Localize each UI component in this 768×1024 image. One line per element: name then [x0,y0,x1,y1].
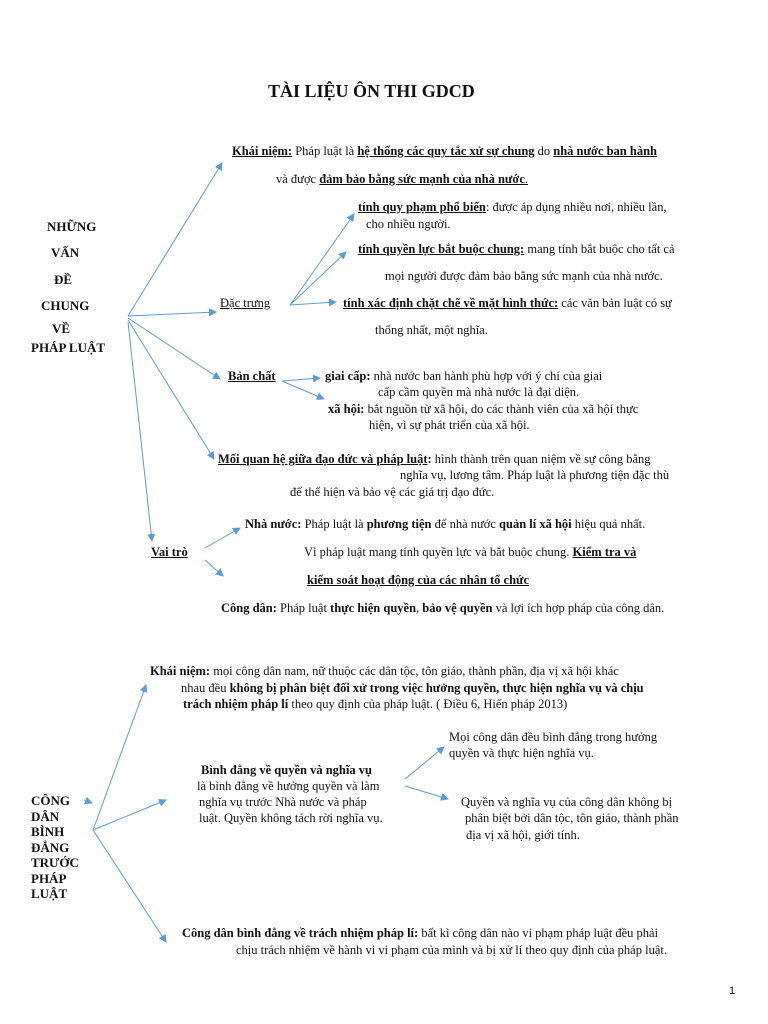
khai-niem-emphasis: đảm bảo bằng sức mạnh của nhà nước [319,172,525,186]
khai-niem-text: . [524,172,529,186]
dac-trung-item-heading: tính quyền lực bắt buộc chung: [358,242,525,256]
binh-dang-line3: luật. Quyền không tách rời nghĩa vụ. [199,811,383,825]
dac-trung-item3 [343,296,672,311]
s2-khai-niem-emphasis: không bị phân biệt đối xử trong việc hưởng quyền, thực hiện nghĩa vụ và chịu [229,681,644,695]
page-title: TÀI LIỆU ÔN THI GDCD [268,81,475,101]
section2-label-line: BÌNH [31,824,65,839]
dac-trung-item-heading: tính quy phạm phổ biến [358,200,486,214]
ban-chat-giai-cap-cont: cấp cầm quyền mà nhà nước là đại diện. [378,385,580,399]
section1-label-line: NHỮNG [47,219,97,234]
s2-khai-niem-text: nhau đều [181,681,230,695]
ban-chat-giai-cap [325,369,602,384]
s2-khai-niem-heading: Khái niệm: [150,664,211,678]
binh-dang-right1-line1: Mọi công dân đều bình đẳng trong hưởng [449,730,658,744]
khai-niem-text: do [534,144,554,158]
arrow-to-quyen-nghia-vu [405,786,448,799]
section1-label [30,214,105,357]
section1-label-line: ĐỀ [54,271,73,287]
dac-trung-item-heading: tính xác định chặt chẽ về mặt hình thức: [343,296,559,310]
binh-dang-heading: Bình đẳng về quyền và nghĩa vụ [201,763,372,777]
vai-tro-text: và lợi ích hợp pháp của công dân. [492,601,665,615]
binh-dang-right2-line3: địa vị xã hội, giới tính. [466,828,580,842]
dac-trung-item-text: : được áp dụng nhiều nơi, nhiều lần, [485,200,667,214]
arrow-to-giai-cap [282,378,320,381]
khai-niem-heading: Khái niệm: [232,144,293,158]
vai-tro-emphasis: thực hiện quyền [330,601,417,615]
s2-khai-niem-line2 [181,681,644,696]
binh-dang-right2-line1: Quyền và nghĩa vụ của công dân không bị [461,795,673,809]
dac-trung-item1 [358,200,667,215]
khai-niem-text: Pháp luật là [292,144,358,158]
vai-tro-emphasis: quản lí xã hội [499,517,572,531]
khai-niem-line2 [276,172,528,187]
ban-chat-item-text: bắt nguồn từ xã hội, do các thành viên của xã hội thực [364,402,639,416]
vai-tro-text: , [416,601,423,615]
moi-quan-he-line2: nghĩa vụ, lương tâm. Pháp luật là phương tiện đặc thù [400,468,670,482]
moi-quan-he-line1 [218,452,651,467]
arrow-to-moi-cong-dan [405,747,444,779]
dac-trung-item2 [358,242,675,257]
section1-label-line: CHUNG [41,297,90,313]
page-number: 1 [729,985,736,997]
arrow-to-cong-dan [205,560,223,576]
section1-label-line: VẤN [51,245,80,261]
ban-chat-heading: Bản chất [228,369,276,383]
s2-khai-niem-text: mọi công dân nam, nữ thuộc các dân tộc, tôn giáo, thành phần, địa vị xã hội khác [210,664,619,678]
ban-chat-item-heading: giai cấp: [325,369,371,383]
arrow-to-trach-nhiem [93,830,166,942]
khai-niem-text: và được [276,172,320,186]
khai-niem-emphasis: nhà nước ban hành [553,144,657,158]
moi-quan-he-heading: Mối quan hệ giữa đạo đức và pháp luật [218,452,428,466]
ban-chat-item-text: nhà nước ban hành phù hợp với ý chí của giai [370,369,603,383]
trach-nhiem-line1 [182,926,658,941]
s2-khai-niem-line1 [150,664,619,679]
arrow-to-tinh-xac-dinh [290,302,336,305]
vai-tro-text: Vì pháp luật mang tính quyền lực và bắt buộc chung. [304,545,573,559]
arrow-to-ban-chat [128,318,220,379]
arrow-to-xa-hoi [282,381,324,399]
arrow-to-khai-niem-2 [93,685,146,830]
section2-label-line: DÂN [31,808,60,824]
section1-label-line: PHÁP LUẬT [31,340,106,356]
moi-quan-he-line3: để thể hiện và bảo vệ các giá trị đạo đức. [290,485,495,499]
arrow-to-vai-tro [128,322,152,541]
section2-label [31,793,79,902]
arrow-to-khai-niem [128,163,222,316]
s2-khai-niem-line3 [183,697,567,712]
dac-trung-item-text: các văn bản luật có sự [558,296,672,310]
vai-tro-text: để nhà nước [431,517,500,531]
section2-label-line: PHÁP [31,870,67,886]
khai-niem-line1 [232,144,657,159]
section2-label-line: LUẬT [31,886,68,901]
binh-dang-right2-line2: phân biệt bởi dân tộc, tôn giáo, thành phần [465,811,679,825]
vai-tro-nha-nuoc [245,517,645,532]
section2-label-line: CÔNG [31,793,70,808]
trach-nhiem-text: bất kì công dân nào vi phạm pháp luật đều phải [418,926,659,940]
khai-niem-emphasis: hệ thống các quy tắc xử sự chung [357,144,535,158]
ban-chat-xa-hoi-cont: hiện, vì sự phát triển của xã hội. [369,418,530,432]
moi-quan-he-colon: : [427,452,432,466]
ban-chat-item-heading: xã hội: [328,402,365,416]
arrow-self-cong-dan [84,800,92,803]
section2-label-line: ĐẲNG [31,839,70,855]
dac-trung-item-text: mang tính bắt buộc cho tất cả [524,242,675,256]
vai-tro-emphasis: bảo vệ quyền [422,601,493,615]
arrow-to-nha-nuoc [205,528,240,548]
vai-tro-cong-dan [221,601,664,616]
dac-trung-item2-cont: mọi người được đảm bảo bằng sức mạnh của nhà nước. [385,269,663,283]
arrow-to-binh-dang [93,800,166,830]
vai-tro-item-heading: Công dân: [221,601,277,615]
section2-label-line: TRƯỚC [31,855,79,870]
section1-label-line: VỀ [52,321,71,337]
trach-nhiem-heading: Công dân bình đẳng về trách nhiệm pháp lí: [182,926,419,940]
vai-tro-emphasis: phương tiện [366,517,432,531]
vai-tro-text: Pháp luật là [301,517,367,531]
arrow-to-tinh-quyen-luc [290,252,346,305]
moi-quan-he-text: hình thành trên quan niệm về sự công bằng [431,452,651,466]
s2-khai-niem-text: theo quy định của pháp luật. ( Điều 6, Hiến pháp 2013) [288,697,568,711]
trach-nhiem-line2: chịu trách nhiệm về hành vi vi phạm của mình và bị xử lí theo quy định của pháp luật. [236,943,667,957]
arrow-to-tinh-quy-pham [290,214,354,305]
dac-trung-item3-cont: thống nhất, một nghĩa. [375,323,488,337]
dac-trung-item1-cont: cho nhiều người. [366,217,451,231]
binh-dang-right1-line2: quyền và thực hiện nghĩa vụ. [449,746,594,760]
dac-trung-heading: Đặc trưng [220,296,271,310]
vai-tro-nha-nuoc-cont [304,545,636,560]
vai-tro-text: hiệu quả nhất. [571,517,646,531]
vai-tro-text: Pháp luật [276,601,331,615]
s2-khai-niem-emphasis: trách nhiệm pháp lí [183,697,289,711]
binh-dang-line2: nghĩa vụ trước Nhà nước và pháp [199,795,367,809]
vai-tro-heading: Vai trò [151,545,188,559]
binh-dang-line1: là bình đẳng về hưởng quyền và làm [197,779,380,793]
vai-tro-nha-nuoc-cont2: kiểm soát hoạt động của các nhân tổ chức [307,573,530,587]
vai-tro-emphasis: Kiểm tra và [572,545,637,559]
ban-chat-xa-hoi [328,402,638,417]
arrow-to-dac-trung [128,312,216,316]
vai-tro-item-heading: Nhà nước: [245,517,302,531]
